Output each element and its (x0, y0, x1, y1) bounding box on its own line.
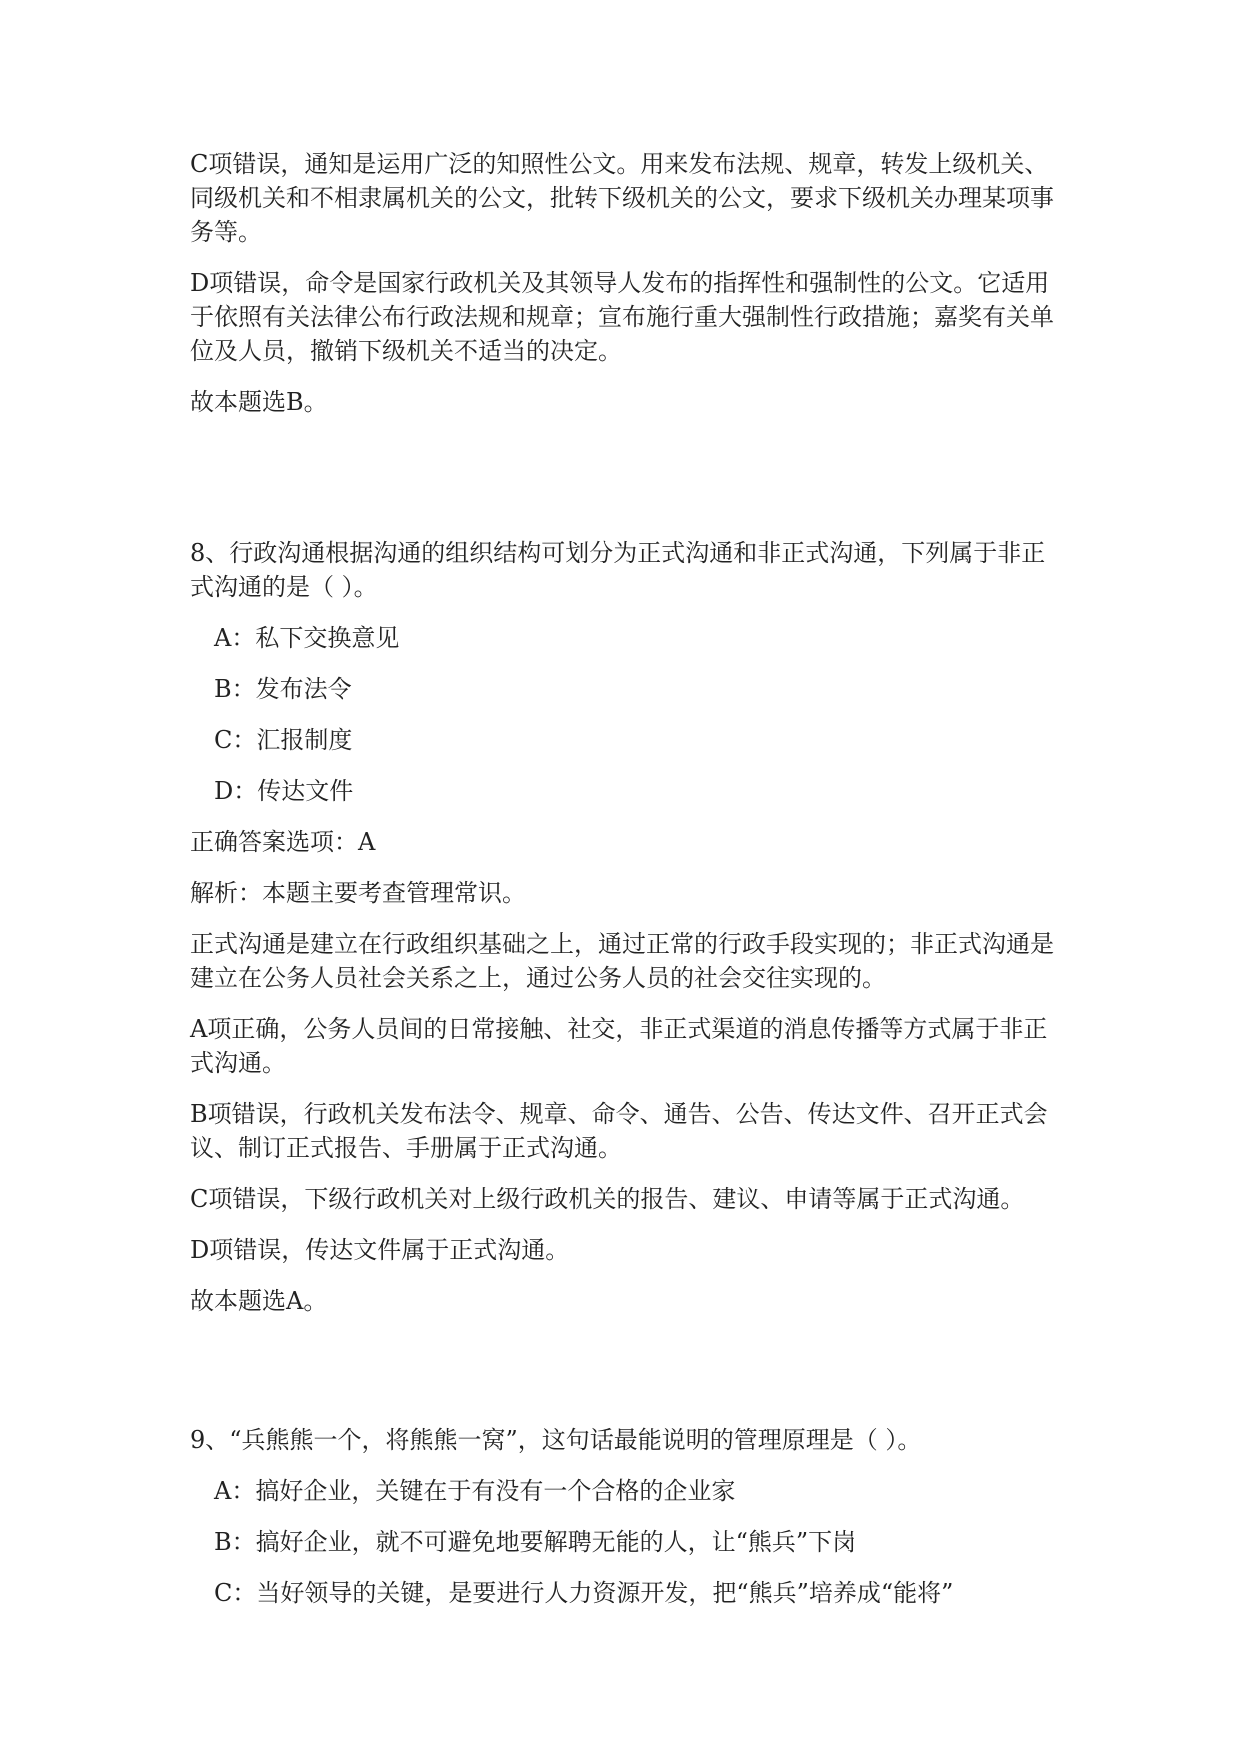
q8-explanation-b: B项错误，行政机关发布法令、规章、命令、通告、公告、传达文件、召开正式会议、制订正式报告、手册属于正式沟通。 (190, 1100, 1048, 1162)
option-key: A： (214, 624, 256, 652)
option-text: 私下交换意见 (255, 624, 400, 652)
q8-option-a (214, 621, 1058, 655)
q8-conclusion: 故本题选A。 (190, 1287, 328, 1315)
q8-option-b (214, 672, 1058, 706)
option-key: C： (214, 726, 257, 754)
option-text: 发布法令 (255, 675, 352, 703)
q9-option-b (214, 1525, 1058, 1559)
section-gap (190, 436, 1058, 536)
prev-explanation-c: C项错误，通知是运用广泛的知照性公文。用来发布法规、规章，转发上级机关、同级机关和不相隶属机关的公文，批转下级机关的公文，要求下级机关办理某项事务等。 (190, 150, 1054, 246)
q8-analysis: 解析：本题主要考查管理常识。 (190, 879, 526, 907)
option-text: 传达文件 (257, 777, 354, 805)
q8-explanation-c: C项错误，下级行政机关对上级行政机关的报告、建议、申请等属于正式沟通。 (190, 1185, 1025, 1213)
section-gap (190, 1335, 1058, 1423)
q8-stem: 8、行政沟通根据沟通的组织结构可划分为正式沟通和非正式沟通，下列属于非正式沟通的是（ ）。 (190, 539, 1046, 601)
option-key: A： (214, 1477, 256, 1505)
q8-explanation-a: A项正确，公务人员间的日常接触、社交，非正式渠道的消息传播等方式属于非正式沟通。 (190, 1015, 1048, 1077)
option-key: B： (214, 1528, 256, 1556)
q8-explanation-general: 正式沟通是建立在行政组织基础之上，通过正常的行政手段实现的；非正式沟通是建立在公务人员社会关系之上，通过公务人员的社会交往实现的。 (190, 930, 1054, 992)
q8-option-d (214, 774, 1058, 808)
q9-option-a (214, 1474, 1058, 1508)
prev-explanation-d: D项错误，命令是国家行政机关及其领导人发布的指挥性和强制性的公文。它适用于依照有关法律公布行政法规和规章；宣布施行重大强制性行政措施；嘉奖有关单位及人员，撤销下级机关不适当的决定。 (190, 269, 1054, 365)
option-key: D： (214, 777, 258, 805)
prev-conclusion: 故本题选B。 (190, 388, 328, 416)
option-text: 搞好企业，关键在于有没有一个合格的企业家 (255, 1477, 736, 1505)
option-key: B： (214, 675, 256, 703)
document-content (190, 147, 1058, 1627)
q8-explanation-d: D项错误，传达文件属于正式沟通。 (190, 1236, 570, 1264)
q8-option-c (214, 723, 1058, 757)
option-text: 汇报制度 (256, 726, 353, 754)
option-text: 当好领导的关键，是要进行人力资源开发，把“熊兵”培养成“能将” (256, 1579, 954, 1607)
q9-stem: 9、“兵熊熊一个，将熊熊一窝”，这句话最能说明的管理原理是（ ）。 (190, 1426, 922, 1454)
option-key: C： (214, 1579, 257, 1607)
q8-answer: 正确答案选项：A (190, 828, 376, 856)
q9-option-c (214, 1576, 1058, 1610)
option-text: 搞好企业，就不可避免地要解聘无能的人，让“熊兵”下岗 (255, 1528, 857, 1556)
